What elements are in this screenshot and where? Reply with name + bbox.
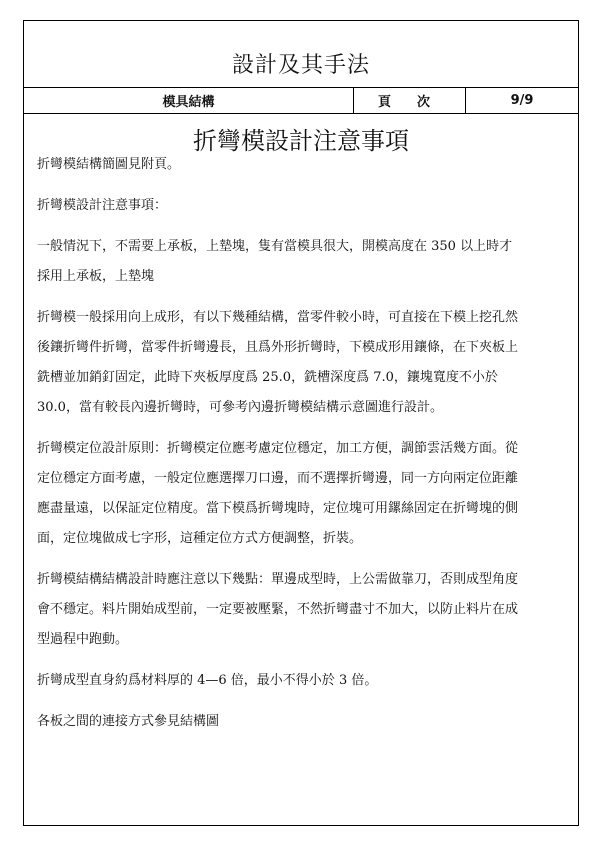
paragraph-1: 折彎模結構簡圖見附頁。: [37, 157, 181, 172]
document-heading: 折彎模設計注意事項: [193, 127, 409, 155]
paragraph-8: 各板之間的連接方式參見結構圖: [37, 714, 220, 729]
paragraph-5: 折彎模定位設計原則：折彎模定位應考慮定位穩定，加工方便，調節雲活幾方面。從定位穩定方面考慮，一般定位應選擇刀口邊，而不選擇折彎邊，同一方向兩定位距離應盡量遠，以保証定位精度。當下模爲折彎塊時，定位塊可用鏍絲固定在折彎塊的側面，定位塊做成七字形，這種定位方式方便調整，折裝。: [37, 441, 519, 546]
header-info-row: [24, 88, 578, 114]
paragraph-6: 折彎模結構結構設計時應注意以下幾點：單邊成型時，上公需做靠刀，否則成型角度會不穩定。料片開始成型前，一定要被壓緊，不然折彎盡寸不加大，以防止料片在成型過程中跑動。: [37, 572, 519, 647]
page-number-cell: [466, 88, 578, 113]
paragraph-4: 折彎模一般採用向上成形，有以下幾種結構，當零件較小時，可直接在下模上挖孔然後鑲折彎件折彎，當零件折彎邊長，且爲外形折彎時，下模成形用鑲條，在下夾板上銑槽並加銷釘固定，此時下夾板厚度爲 25.0，銑槽深度爲 7.0，鑲塊寬度不小於 30.0，當有較長內邊折彎時，可參考內邊折彎模結構示意圖進行設計。: [37, 310, 519, 415]
header-title-row: [24, 21, 578, 88]
page-label-cell: [354, 88, 466, 113]
page-label-2: 次: [417, 95, 431, 110]
paragraph-2: 折彎模設計注意事項：: [37, 198, 168, 213]
page-number: 9/9: [510, 93, 534, 108]
document-body: [37, 150, 525, 748]
page-label: 頁: [378, 95, 392, 110]
section-name: 模具結構: [162, 95, 215, 110]
header-title: 設計及其手法: [231, 53, 370, 78]
paragraph-7: 折彎成型直身約爲材料厚的 4—6 倍，最小不得小於 3 倍。: [37, 673, 378, 688]
section-cell: [24, 88, 354, 113]
paragraph-3: 一般情況下，不需要上承板，上墊塊，隻有當模具很大，開模高度在 350 以上時才採用上承板，上墊塊: [37, 239, 513, 284]
